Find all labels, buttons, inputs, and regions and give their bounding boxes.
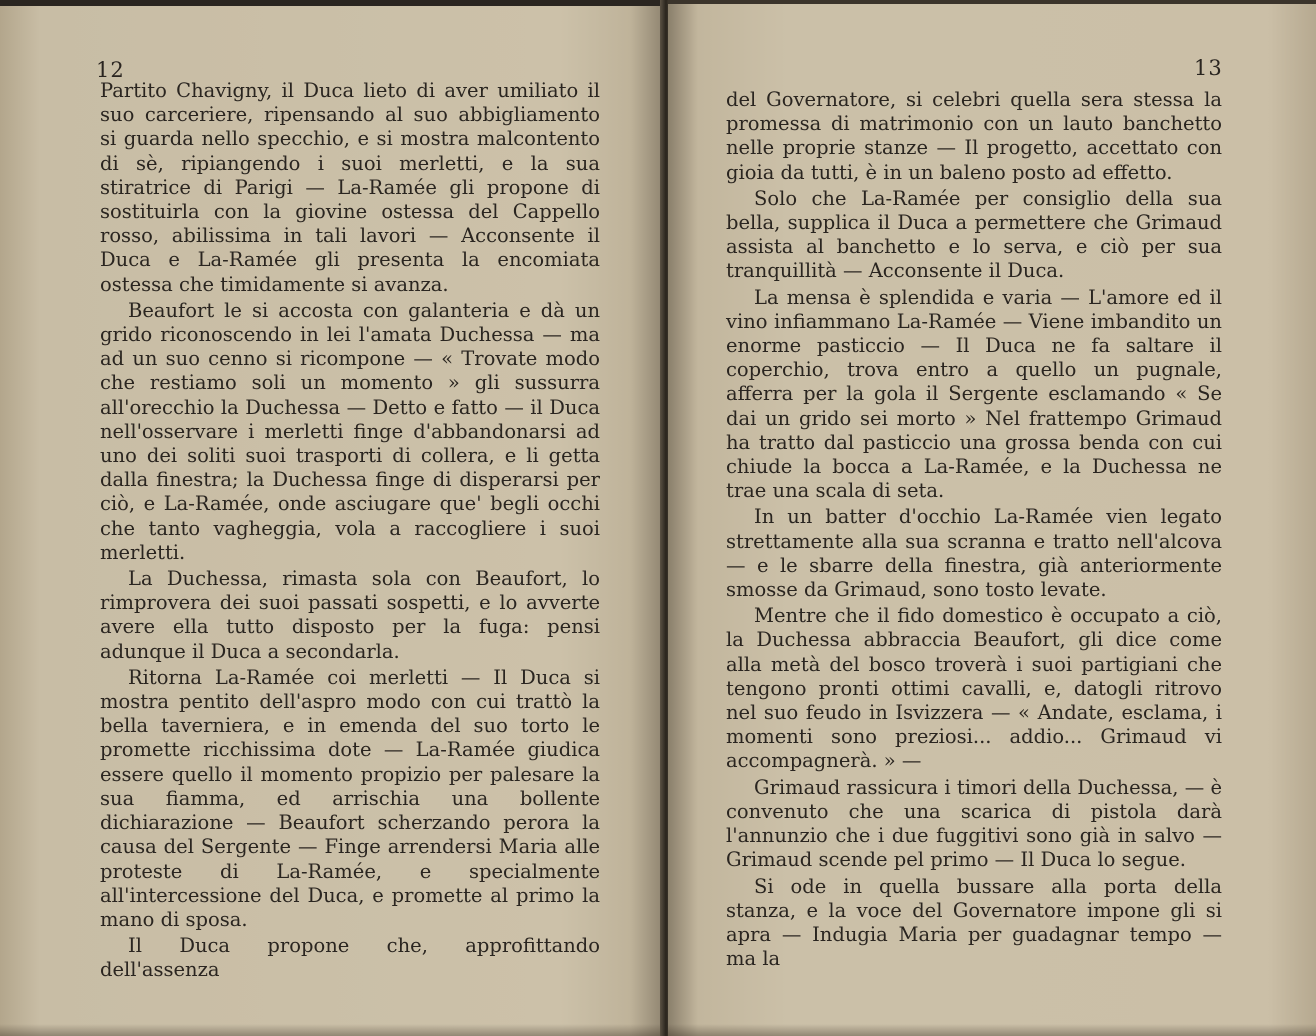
- page-edge-shadow: [668, 1024, 1316, 1036]
- paragraph: Beaufort le si accosta con galanteria e dà un grido riconoscendo in lei l'amata Duchessa — ma ad un suo cenno si ricompone — « Trovate modo che restiamo soli un momento » gli sussurra all'orecchio la Duchessa — Detto e fatto — il Duca nell'osservare i merletti finge d'abbandonarsi ad uno dei soliti suoi trasporti di collera, e li getta dalla finestra; la Duchessa finge di disperarsi per ciò, e La-Ramée, onde asciugare que' begli occhi che tanto vagheggia, vola a raccogliere i suoi merletti.: [100, 298, 600, 564]
- paragraph: Partito Chavigny, il Duca lieto di aver umiliato il suo carceriere, ripensando al suo abbigliamento si guarda nello specchio, e si mostra malcontento di sè, ripiangendo i suoi merletti, e la sua stiratrice di Parigi — La-Ramée gli propone di sostituirla con la giovine ostessa del Cappello rosso, abilissima in tali lavori — Acconsente il Duca e La-Ramée gli presenta la encomiata ostessa che timidamente si avanza.: [100, 79, 600, 296]
- paragraph: Si ode in quella bussare alla porta della stanza, e la voce del Governatore impone gli si apra — Indugia Maria per guadagnar tempo — ma la: [726, 874, 1222, 971]
- paragraph: Mentre che il fido domestico è occupato a ciò, la Duchessa abbraccia Beaufort, gli dice come alla metà del bosco troverà i suoi partigiani che tengono pronti ottimi cavalli, e, datogli ritrovo nel suo feudo in Isvizzera — « Andate, esclama, i momenti sono preziosi... addio... Grimaud vi accompagnerà. » —: [726, 604, 1222, 773]
- paragraph: La mensa è splendida e varia — L'amore ed il vino infiammano La-Ramée — Viene imbandito un enorme pasticcio — Il Duca ne fa saltare il coperchio, trova entro a quello un pugnale, afferra per la gola il Sergente esclamando « Se dai un grido sei morto » Nel frattempo Grimaud ha tratto dal pasticcio una grossa benda con cui chiude la bocca a La-Ramée, e la Duchessa ne trae una scala di seta.: [726, 285, 1222, 503]
- right-page: [668, 0, 1316, 1036]
- paragraph: del Governatore, si celebri quella sera stessa la promessa di matrimonio con un lauto banchetto nelle proprie stanze — Il progetto, accettato con gioia da tutti, è in un baleno posto ad effetto.: [726, 88, 1222, 184]
- paragraph: La Duchessa, rimasta sola con Beaufort, lo rimprovera dei suoi passati sospetti, e lo avverte avere ella tutto disposto per la fuga: pensi adunque il Duca a secondarla.: [100, 567, 600, 663]
- left-page-text: [100, 79, 600, 983]
- page-number-left: 12: [96, 58, 125, 82]
- paragraph: In un batter d'occhio La-Ramée vien legato strettamente alla sua scranna e tratto nell'alcova — e le sbarre della finestra, già anteriormente smosse da Grimaud, sono tosto levate.: [726, 505, 1222, 602]
- page-edge-shadow: [0, 1024, 664, 1036]
- page-number-right: 13: [1194, 56, 1223, 80]
- right-page-text: [726, 88, 1222, 971]
- paragraph: Il Duca propone che, approfittando dell'assenza: [100, 934, 600, 982]
- paragraph: Ritorna La-Ramée coi merletti — Il Duca si mostra pentito dell'aspro modo con cui trattò la bella taverniera, e in emenda del suo torto le promette ricchissima dote — La-Ramée giudica essere quello il momento propizio per palesare la sua fiamma, ed arrischia una bollente dichiarazione — Beaufort scherzando perora la causa del Sergente — Finge arrendersi Maria alle proteste di La-Ramée, e specialmente all'intercessione del Duca, e promette al primo la mano di sposa.: [100, 665, 600, 931]
- paragraph: Grimaud rassicura i timori della Duchessa, — è convenuto che una scarica di pistola darà l'annunzio che i due fuggitivi sono già in salvo — Grimaud scende pel primo — Il Duca lo segue.: [726, 775, 1222, 872]
- paragraph: Solo che La-Ramée per consiglio della sua bella, supplica il Duca a permettere che Grimaud assista al banchetto e lo serva, e ciò per sua tranquillità — Acconsente il Duca.: [726, 186, 1222, 283]
